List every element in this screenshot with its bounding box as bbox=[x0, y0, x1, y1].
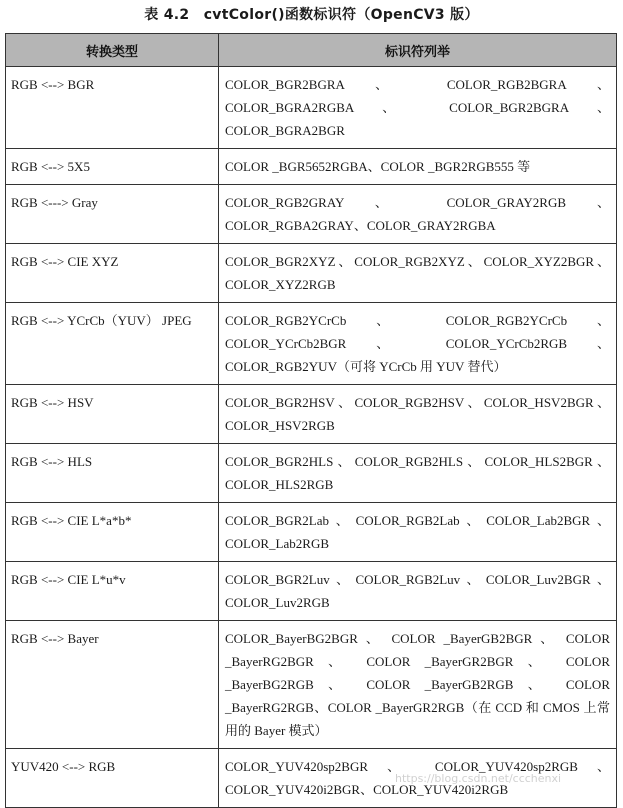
cvtcolor-identifier-table bbox=[5, 33, 617, 808]
watermark-text: https://blog.csdn.net/ccchenxi bbox=[395, 772, 562, 785]
identifier-list-cell: COLOR_BGR2Lab、COLOR_RGB2Lab、COLOR_Lab2BGR、COLOR_Lab2RGB bbox=[219, 503, 617, 562]
identifier-list-cell: COLOR _BGR5652RGBA、COLOR _BGR2RGB555 等 bbox=[219, 149, 617, 185]
table-row bbox=[6, 385, 617, 444]
identifier-list-cell: COLOR_RGB2YCrCb 、 COLOR_RGB2YCrCb 、 COLOR_YCrCb2BGR 、 COLOR_YCrCb2RGB 、 COLOR_RGB2YUV（可将 YCrCb 用 YUV 替代） bbox=[219, 303, 617, 385]
conversion-type-cell: RGB <--> HLS bbox=[6, 444, 219, 503]
identifier-list-cell: COLOR_BayerBG2BGR 、 COLOR _BayerGB2BGR 、 COLOR _BayerRG2BGR 、 COLOR _BayerGR2BGR 、 COLOR _BayerBG2RGB 、 COLOR _BayerGB2RGB 、 COLOR _BayerRG2RGB、COLOR _BayerGR2RGB（在 CCD 和 CMOS 上常用的 Bayer 模式） bbox=[219, 621, 617, 749]
conversion-type-cell: RGB <--> CIE XYZ bbox=[6, 244, 219, 303]
header-identifiers: 标识符列举 bbox=[219, 34, 617, 67]
header-conversion-type: 转换类型 bbox=[6, 34, 219, 67]
table-row bbox=[6, 503, 617, 562]
table-row bbox=[6, 444, 617, 503]
table-row bbox=[6, 244, 617, 303]
conversion-type-cell: RGB <--> Bayer bbox=[6, 621, 219, 749]
identifier-list-cell: COLOR_BGR2HLS、COLOR_RGB2HLS、COLOR_HLS2BGR、COLOR_HLS2RGB bbox=[219, 444, 617, 503]
identifier-list-cell: COLOR_BGR2Luv、COLOR_RGB2Luv、COLOR_Luv2BGR、COLOR_Luv2RGB bbox=[219, 562, 617, 621]
table-row bbox=[6, 185, 617, 244]
identifier-list-cell: COLOR_BGR2BGRA 、 COLOR_RGB2BGRA 、 COLOR_BGRA2RGBA 、 COLOR_BGR2BGRA 、 COLOR_BGRA2BGR bbox=[219, 67, 617, 149]
conversion-type-cell: RGB <--> CIE L*a*b* bbox=[6, 503, 219, 562]
conversion-type-cell: RGB <--> CIE L*u*v bbox=[6, 562, 219, 621]
conversion-type-cell: YUV420 <--> RGB bbox=[6, 749, 219, 808]
table-row bbox=[6, 303, 617, 385]
table-row bbox=[6, 149, 617, 185]
table-row bbox=[6, 67, 617, 149]
identifier-list-cell: COLOR_BGR2XYZ、COLOR_RGB2XYZ、COLOR_XYZ2BGR、COLOR_XYZ2RGB bbox=[219, 244, 617, 303]
table-row bbox=[6, 621, 617, 749]
conversion-type-cell: RGB <--> BGR bbox=[6, 67, 219, 149]
identifier-list-cell: COLOR_BGR2HSV、COLOR_RGB2HSV、COLOR_HSV2BGR、COLOR_HSV2RGB bbox=[219, 385, 617, 444]
conversion-type-cell: RGB <--> HSV bbox=[6, 385, 219, 444]
table-caption: 表 4.2 cvtColor()函数标识符（OpenCV3 版） bbox=[144, 7, 479, 23]
table-row bbox=[6, 562, 617, 621]
identifier-list-cell: COLOR_RGB2GRAY 、 COLOR_GRAY2RGB 、 COLOR_RGBA2GRAY、COLOR_GRAY2RGBA bbox=[219, 185, 617, 244]
conversion-type-cell: RGB <---> Gray bbox=[6, 185, 219, 244]
table-header-row bbox=[6, 34, 617, 67]
conversion-type-cell: RGB <--> 5X5 bbox=[6, 149, 219, 185]
conversion-type-cell: RGB <--> YCrCb（YUV） JPEG bbox=[6, 303, 219, 385]
identifier-list-cell: COLOR_YUV420sp2BGR 、 COLOR_YUV420sp2RGB 、 COLOR_YUV420i2BGR、COLOR_YUV420i2RGB bbox=[219, 749, 617, 808]
